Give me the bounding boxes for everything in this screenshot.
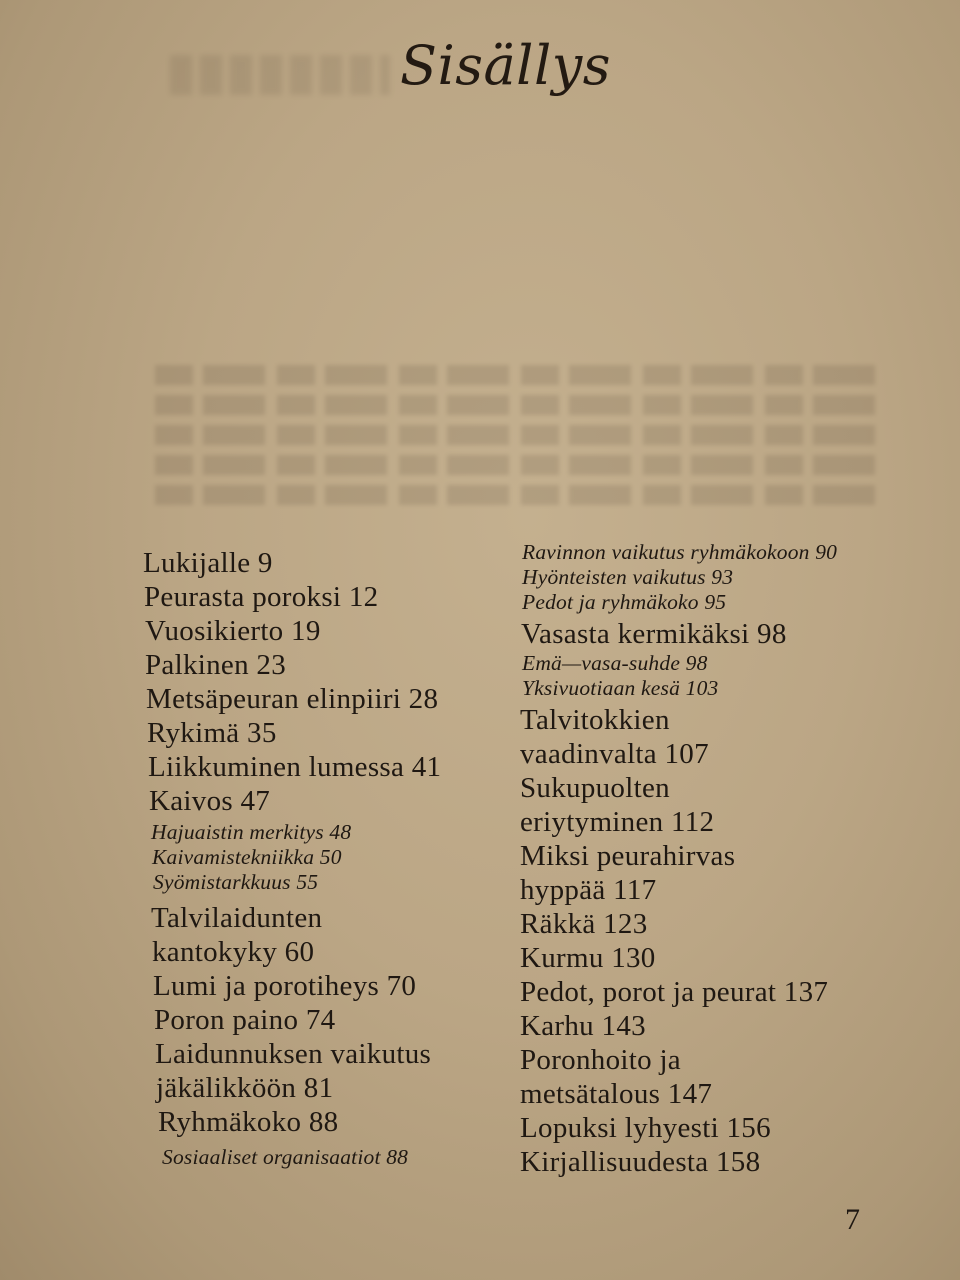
toc-entry: Palkinen 23: [145, 649, 287, 681]
toc-entry: Sukupuolten: [520, 772, 670, 804]
page-title: Sisällys: [400, 34, 611, 97]
toc-entry: metsätalous 147: [520, 1078, 713, 1110]
toc-entry: Kirjallisuudesta 158: [520, 1146, 761, 1178]
toc-subentry: Hajuaistin merkitys 48: [151, 820, 352, 844]
toc-entry: Poronhoito ja: [520, 1044, 681, 1076]
toc-entry: Karhu 143: [520, 1010, 646, 1042]
toc-subentry: Pedot ja ryhmäkoko 95: [522, 590, 727, 614]
toc-entry: Metsäpeuran elinpiiri 28: [146, 683, 439, 715]
toc-entry: kantokyky 60: [152, 936, 315, 968]
toc-entry: Talvitokkien: [520, 704, 670, 736]
toc-entry: Rykimä 35: [147, 717, 277, 749]
toc-entry: Ryhmäkoko 88: [158, 1106, 339, 1138]
toc-entry: Vuosikierto 19: [145, 615, 321, 647]
bleed-through-heading: [170, 55, 390, 95]
toc-entry: Kaivos 47: [149, 785, 271, 817]
toc-entry: Lopuksi lyhyesti 156: [520, 1112, 771, 1144]
toc-entry: eriytyminen 112: [520, 806, 715, 838]
toc-subentry: Sosiaaliset organisaatiot 88: [162, 1145, 409, 1169]
toc-subentry: Syömistarkkuus 55: [153, 870, 319, 894]
toc-entry: Kurmu 130: [520, 942, 656, 974]
toc-entry: Liikkuminen lumessa 41: [148, 751, 442, 783]
bleed-through-text: [155, 355, 885, 513]
toc-subentry: Hyönteisten vaikutus 93: [522, 565, 734, 589]
page-number: 7: [845, 1203, 860, 1236]
toc-entry: Lukijalle 9: [143, 547, 273, 579]
toc-entry: vaadinvalta 107: [520, 738, 709, 770]
toc-subentry: Kaivamistekniikka 50: [152, 845, 342, 869]
toc-entry: Pedot, porot ja peurat 137: [520, 976, 829, 1008]
toc-entry: Miksi peurahirvas: [520, 840, 736, 872]
toc-entry: Lumi ja porotiheys 70: [153, 970, 417, 1002]
toc-entry: Räkkä 123: [520, 908, 648, 940]
toc-left-column: [143, 546, 503, 1170]
toc-entry: jäkälikköön 81: [156, 1072, 334, 1104]
toc-subentry: Emä—vasa-suhde 98: [522, 651, 708, 675]
toc-entry: Peurasta poroksi 12: [144, 581, 379, 613]
toc-right-column: [520, 540, 900, 1179]
toc-entry: Laidunnuksen vaikutus: [155, 1038, 432, 1070]
toc-entry: Poron paino 74: [154, 1004, 336, 1036]
toc-entry: hyppää 117: [520, 874, 657, 906]
toc-entry: Vasasta kermikäksi 98: [521, 618, 787, 650]
toc-subentry: Ravinnon vaikutus ryhmäkokoon 90: [522, 540, 838, 564]
toc-entry: Talvilaidunten: [151, 902, 323, 934]
toc-subentry: Yksivuotiaan kesä 103: [522, 676, 719, 700]
